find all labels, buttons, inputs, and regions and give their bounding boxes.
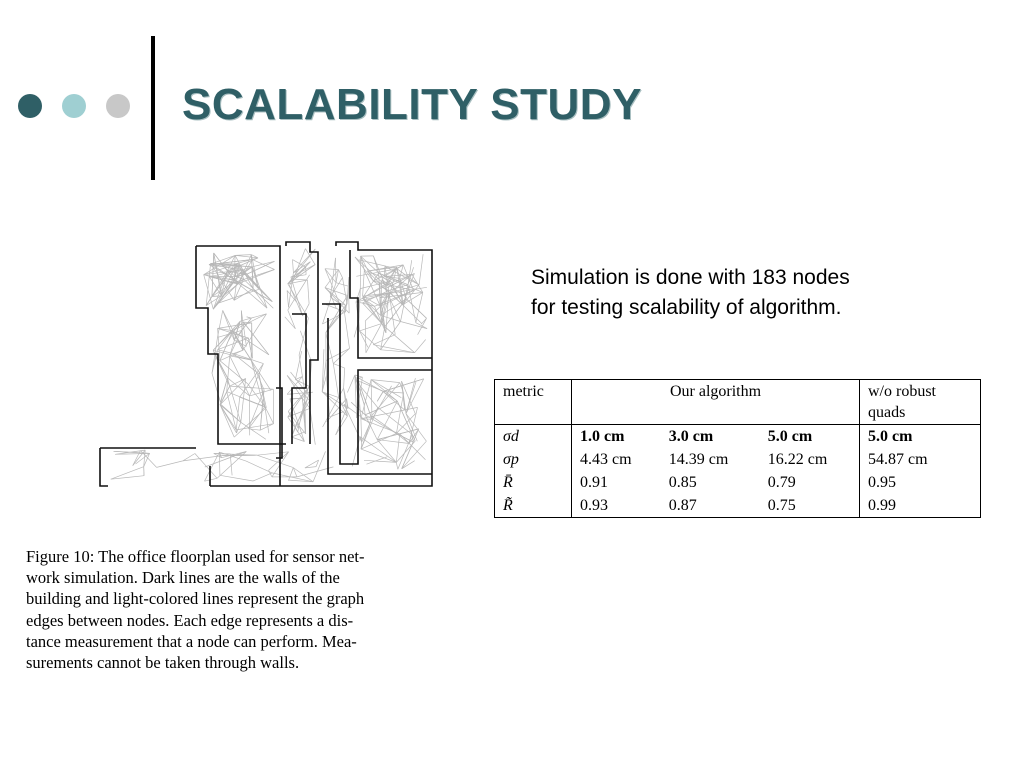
caption-line: work simulation. Dark lines are the walls of the: [26, 568, 340, 588]
graph-edge: [235, 255, 258, 258]
graph-edge: [419, 254, 423, 285]
bullet-dot-gray-icon: [106, 94, 130, 118]
row-metric: R̄: [495, 471, 572, 494]
graph-edge: [288, 468, 293, 481]
graph-edge: [396, 462, 398, 469]
graph-edge: [363, 270, 365, 296]
graph-edge: [336, 416, 348, 435]
cell: 0.87: [661, 494, 760, 518]
graph-edge: [287, 392, 313, 394]
graph-edge: [291, 277, 303, 316]
graph-edge: [157, 461, 183, 468]
graph-edge: [288, 310, 296, 329]
graph-edge: [402, 429, 419, 469]
header-wo-line1: w/o robust: [868, 383, 936, 400]
graph-edge: [257, 455, 293, 467]
row-metric: σp: [495, 448, 572, 471]
table-row: [495, 494, 981, 518]
row-metric: σd: [495, 425, 572, 449]
description-line-2: for testing scalability of algorithm.: [531, 296, 842, 319]
graph-edge: [291, 437, 304, 442]
caption-line: edges between nodes. Each edge represents a dis-: [26, 610, 354, 630]
graph-edge: [327, 399, 347, 422]
cell: 0.95: [860, 471, 981, 494]
graph-edge: [402, 441, 427, 469]
graph-edge: [344, 311, 349, 349]
graph-edge: [287, 291, 288, 308]
graph-edge: [352, 437, 360, 467]
graph-edge: [234, 408, 266, 438]
header-wo-robust: [860, 380, 981, 425]
graph-edge: [212, 337, 218, 373]
graph-edge: [344, 404, 362, 442]
header-our-algorithm: Our algorithm: [572, 380, 860, 425]
graph-edge: [333, 364, 344, 369]
graph-edges: [111, 249, 427, 482]
graph-edge: [251, 360, 264, 390]
graph-edge: [263, 402, 274, 424]
table-header-row: [495, 380, 981, 425]
graph-edge: [326, 348, 350, 360]
graph-edge: [252, 260, 274, 270]
graph-edge: [230, 379, 246, 387]
graph-edge: [305, 390, 306, 423]
graph-edge: [325, 269, 339, 270]
graph-edge: [241, 422, 266, 439]
graph-edge: [293, 279, 307, 280]
graph-edge: [381, 280, 382, 316]
graph-edge: [377, 391, 383, 401]
graph-edge: [205, 478, 218, 481]
graph-edge: [361, 419, 362, 442]
graph-edge: [361, 256, 374, 281]
graph-edge: [415, 340, 426, 353]
graph-edge: [344, 368, 345, 388]
cell: 0.91: [580, 474, 608, 491]
caption-line: tance measurement that a node can perform. Mea-: [26, 631, 357, 651]
graph-edge: [235, 255, 251, 256]
graph-edge: [220, 405, 236, 430]
row-metric: R̃: [495, 494, 572, 518]
cell: 14.39 cm: [668, 451, 729, 468]
graph-edge: [220, 386, 230, 405]
caption-line: surements cannot be taken through walls.: [26, 653, 300, 673]
caption-line: building and light-colored lines represent the graph: [26, 589, 365, 609]
graph-edge: [347, 375, 355, 393]
graph-edge: [220, 475, 253, 481]
graph-edge: [383, 379, 424, 392]
cell: 1.0 cm: [580, 428, 625, 445]
graph-edge: [195, 454, 217, 479]
graph-edge: [325, 288, 349, 314]
title-divider: [151, 36, 155, 180]
cell: 16.22 cm: [760, 448, 860, 471]
graph-edge: [359, 321, 360, 331]
bullet-dot-light-icon: [62, 94, 86, 118]
graph-edge: [257, 452, 289, 455]
graph-edge: [360, 331, 368, 347]
graph-edge: [218, 310, 223, 337]
graph-edge: [339, 270, 343, 278]
graph-edge: [212, 253, 214, 296]
graph-edge: [293, 260, 294, 273]
graph-edge: [365, 305, 381, 321]
graph-edge: [212, 373, 220, 402]
graph-edge: [249, 429, 261, 430]
header-wo-line2: quads: [868, 404, 906, 421]
graph-edge: [247, 317, 252, 318]
graph-edge: [333, 364, 338, 398]
graph-edge: [253, 473, 272, 481]
graph-edge: [250, 389, 274, 396]
description-line-1: Simulation is done with 183 nodes: [531, 266, 850, 289]
description: [531, 263, 951, 323]
graph-edge: [333, 348, 349, 363]
cell: 0.79: [760, 471, 860, 494]
table-row: [495, 425, 981, 449]
graph-edge: [285, 317, 296, 329]
graph-edge: [219, 452, 220, 475]
graph-edge: [416, 292, 423, 322]
graph-edge: [269, 452, 289, 471]
cell: 0.85: [668, 474, 697, 491]
graph-edge: [241, 379, 246, 423]
cell: 54.87 cm: [860, 448, 981, 471]
table-row: [495, 448, 981, 471]
graph-edge: [363, 296, 382, 324]
office-floorplan-figure: [96, 238, 438, 490]
graph-edge: [362, 424, 370, 443]
caption-line: Figure 10: The office floorplan used for sensor net-: [26, 547, 365, 566]
decorative-dots: [18, 94, 138, 120]
cell: 4.43 cm: [580, 451, 632, 468]
graph-edge: [206, 296, 221, 306]
graph-edge: [246, 461, 272, 473]
cell: 0.99: [860, 494, 981, 518]
graph-edge: [348, 286, 349, 313]
cell: 0.93: [572, 494, 661, 518]
header-metric: metric: [495, 380, 572, 425]
graph-edge: [406, 379, 424, 414]
graph-edge: [305, 460, 319, 468]
graph-edge: [385, 327, 415, 353]
graph-edge: [364, 404, 365, 415]
graph-edge: [365, 321, 366, 353]
graph-edge: [230, 356, 250, 396]
graph-edge: [406, 299, 426, 319]
graph-edge: [373, 335, 395, 345]
results-table: [494, 379, 981, 514]
slide-title: SCALABILITY STUDY: [182, 80, 642, 129]
table-row: [495, 471, 981, 494]
cell: 5.0 cm: [860, 425, 981, 449]
graph-edge: [308, 280, 310, 304]
cell: 0.75: [760, 494, 860, 518]
bullet-dot-dark-icon: [18, 94, 42, 118]
graph-edge: [396, 434, 400, 463]
figure-caption: [26, 546, 518, 673]
graph-edge: [381, 350, 415, 353]
graph-edge: [252, 261, 274, 267]
cell: 5.0 cm: [760, 425, 860, 449]
graph-edge: [356, 302, 363, 303]
graph-edge: [336, 258, 337, 283]
graph-edge: [360, 331, 381, 350]
cell: 3.0 cm: [668, 428, 714, 445]
graph-edge: [405, 407, 418, 410]
